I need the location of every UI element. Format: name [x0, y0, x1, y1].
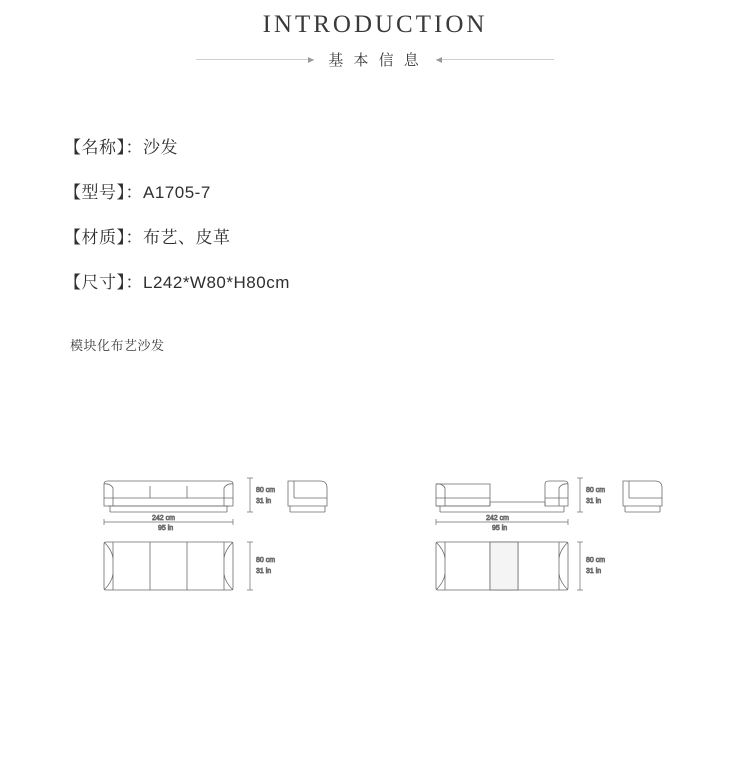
page-title: INTRODUCTION: [262, 11, 488, 38]
right-front-height-in: 31 in: [586, 498, 602, 505]
spec-row: [64, 125, 750, 170]
right-front-elevation: [436, 481, 568, 512]
divider-left: [196, 59, 314, 60]
spec-row: [64, 260, 750, 305]
divider-right: [436, 59, 554, 60]
left-side-elevation: [288, 481, 327, 512]
technical-drawings: [0, 462, 750, 622]
spec-row: [64, 215, 750, 260]
left-plan-view: [104, 542, 233, 590]
spec-row: [64, 170, 750, 215]
left-front-height-in: 31 in: [256, 498, 272, 505]
right-front-height-cm: 80 cm: [586, 487, 606, 494]
drawings-svg: [0, 462, 750, 622]
left-front-height-cm: 80 cm: [256, 487, 276, 494]
page-header: [0, 0, 750, 70]
spec-label-size: 【尺寸】：: [64, 273, 143, 292]
right-side-elevation: [623, 481, 662, 512]
left-plan-side-view: [247, 542, 253, 590]
left-front-width-in: 95 in: [158, 525, 174, 532]
product-note: 模块化布艺沙发: [70, 338, 165, 353]
left-top-height-in: 31 in: [256, 568, 272, 575]
right-front-width-in: 95 in: [492, 525, 508, 532]
spec-value-name: 沙发: [143, 138, 178, 157]
spec-list: [0, 125, 750, 305]
left-front-height-dimension: [247, 478, 253, 512]
spec-value-size: L242*W80*H80cm: [143, 273, 290, 292]
right-front-height-dimension: [577, 478, 583, 512]
left-top-height-cm: 80 cm: [256, 557, 276, 564]
spec-label-name: 【名称】：: [64, 138, 143, 157]
spec-label-model: 【型号】：: [64, 183, 143, 202]
page-subtitle: 基 本 信 息: [328, 52, 422, 69]
spec-label-material: 【材质】：: [64, 228, 143, 247]
spec-value-material: 布艺、皮革: [143, 228, 231, 247]
left-front-elevation: [104, 481, 233, 512]
right-plan-height-dimension: [577, 542, 583, 590]
right-front-width-cm: 242 cm: [486, 515, 509, 522]
spec-value-model: A1705-7: [143, 183, 211, 202]
right-top-height-cm: 80 cm: [586, 557, 606, 564]
right-top-height-in: 31 in: [586, 568, 602, 575]
page-subtitle-row: [0, 49, 750, 70]
right-plan-table-module: [490, 542, 518, 590]
left-front-width-cm: 242 cm: [152, 515, 175, 522]
